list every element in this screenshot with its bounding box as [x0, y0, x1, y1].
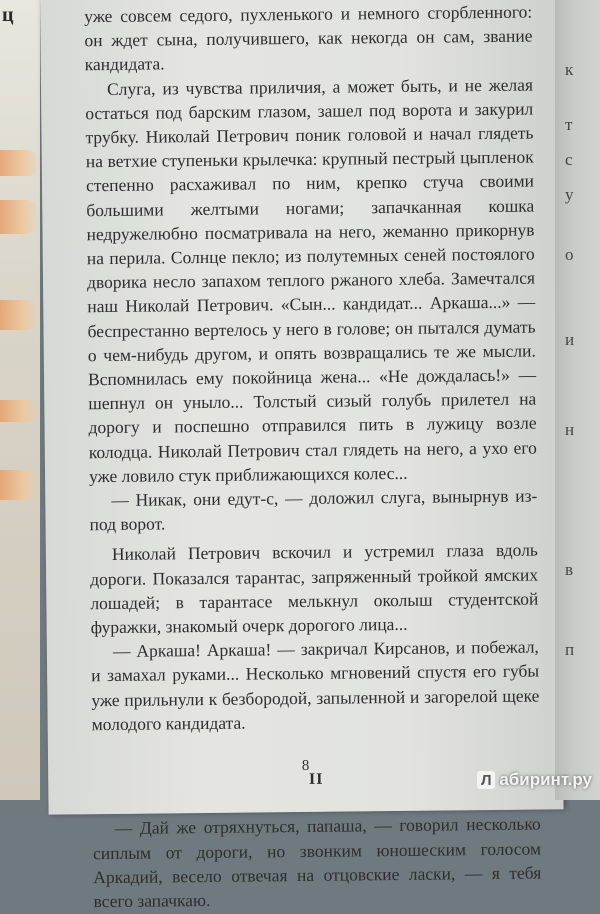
left-edge-letter: ц [2, 4, 14, 26]
adjacent-page-fragment: и [565, 330, 575, 349]
adjacent-page-fragment: к [565, 60, 574, 79]
adjacent-page-fragment: т [565, 115, 573, 134]
paragraphs-after [93, 812, 542, 913]
page-number: 8 [301, 757, 310, 774]
decorative-stripe [0, 150, 40, 176]
adjacent-page-fragment: н [565, 420, 575, 439]
adjacent-page-fragment: о [565, 245, 574, 264]
background-surface [0, 0, 40, 800]
decorative-stripe [0, 400, 40, 422]
paragraph: уже совсем седого, пухленького и немного сгорбленного: он ждет сына, получившего, как некогда он сам, звание кандидата. [84, 1, 533, 75]
book-page [40, 0, 564, 912]
paragraph: — Никак, они едут-с, — доложил слуга, вынырнув из-под ворот. [89, 485, 538, 535]
adjacent-page-edge [555, 0, 600, 800]
paragraph: — Аркаша! Аркаша! — закричал Кирсанов, и побежал, и замахал руками... Несколько мгновений спустя его губы уже прильнули к безбородой, запыленной и загорелой щеке молодого кандидата. [91, 636, 540, 735]
chapter-heading: II [308, 770, 324, 789]
decorative-stripe [0, 200, 40, 234]
watermark-text: абиринт.ру [499, 770, 592, 789]
adjacent-page-fragment: у [565, 185, 574, 204]
adjacent-page-fragment: в [565, 560, 574, 579]
paragraph: — Дай же отряхнуться, папаша, — говорил несколько сиплым от дороги, но звонким юношеским голосом Аркадий, весело отвечая на отцовские ласки, — я тебя всего запачкаю. [92, 813, 542, 912]
paragraph: Николай Петрович вскочил и устремил глаза вдоль дороги. Показался тарантас, запряженный тройкой ямских лошадей; в тарантасе мелькнул околыш студентской фуражки, знакомый очерк дорогого лица... [90, 539, 539, 638]
watermark [477, 770, 592, 790]
decorative-stripe [0, 470, 40, 500]
paragraph: Слуга, из чувства приличия, а может быть, и не желая остаться под барским глазом, зашел под ворота и закурил трубку. Николай Петрович поник головой и начал глядеть на ветхие ступеньки крылечка: крупный пестрый цыпленок степенно расхаживал по ним, крепко стуча своими большими желтыми ногами; запачканная кошка недружелюбно посматривала на него, жеманно прикорнув на перила. Солнце пекло; из полутемных сеней постоялого дворика несло запахом теплого ржаного хлеба. Замечтался наш Николай Петрович. «Сын... кандидат... Аркаша...» — беспрестанно вертелось у него в голове; он пытался думать о чем-нибудь другом, и опять возвращались те же мысли. Вспомнилась ему покойница жена... «Не дождалась!» — шепнул он уныло... Толстый сизый голубь прилетел на дорогу и поспешно отправился пить в лужицу возле колодца. Николай Петрович стал глядеть на него, а ухо его уже ловило стук приближающихся колес... [85, 74, 537, 487]
decorative-stripe [0, 300, 40, 330]
adjacent-page-fragment: с [565, 150, 573, 169]
paragraphs-before [84, 0, 540, 736]
labirint-logo-icon: Л [477, 771, 495, 789]
adjacent-page-fragment: п [565, 640, 575, 659]
